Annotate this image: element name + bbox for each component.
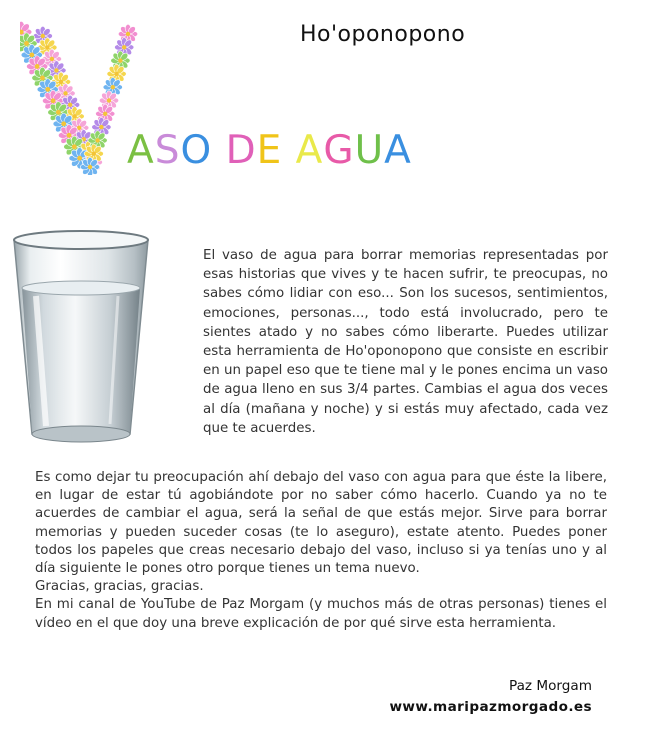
flower-icon bbox=[80, 157, 99, 175]
title-letter: A bbox=[127, 128, 155, 173]
title-letter: U bbox=[354, 128, 385, 173]
title-letter: D bbox=[225, 128, 257, 173]
title-letter bbox=[212, 128, 225, 174]
page-title bbox=[127, 128, 412, 174]
title-letter: O bbox=[180, 128, 213, 173]
flower-letter-v bbox=[20, 20, 140, 175]
author-name: Paz Morgam bbox=[509, 678, 592, 694]
signature bbox=[380, 676, 592, 718]
title-letter: G bbox=[323, 128, 355, 173]
explanation-text bbox=[35, 469, 607, 633]
page-subtitle: Ho'oponopono bbox=[300, 22, 466, 47]
youtube-paragraph: En mi canal de YouTube de Paz Morgam (y muchos más de otras personas) tienes el vídeo en el que doy una breve explicación de por qué sirve esta herramienta. bbox=[35, 597, 607, 631]
gratitude-line: Gracias, gracias, gracias. bbox=[35, 579, 204, 595]
intro-paragraph: El vaso de agua para borrar memorias representadas por esas historias que vives y te hacen sufrir, te preocupas, no sabes cómo lidiar con eso... Son los sucesos, sentimientos, emociones, personas..., todo está involucrado, pero te sientes atado y no sabes cómo liberarte. Puedes utilizar esta herramienta de Ho'oponopono que consiste en escribir en un papel eso que te tiene mal y le pones encima un vaso de agua lleno en sus 3/4 partes. Cambias el agua dos veces al día (mañana y noche) y si estás muy afectado, cada vez que te acuerdes. bbox=[203, 248, 608, 436]
water-glass-image bbox=[6, 226, 156, 448]
title-letter: E bbox=[256, 128, 283, 173]
website-link[interactable]: www.maripazmorgado.es bbox=[389, 699, 592, 715]
title-letter: S bbox=[154, 128, 181, 173]
explanation-paragraph: Es como dejar tu preocupación ahí debajo del vaso con agua para que éste la libere, en lugar de estar tú agobiándote por no saber cómo hacerlo. Cuando ya no te acuerdes de cambiar el agua, será la señal de que estás mejor. Sirve para borrar memorias y pueden suceder cosas (te lo aseguro), estate atento. Puedes poner todos los papeles que creas necesario debajo del vaso, incluso si ya tenías uno y al día siguiente le pones otro porque tienes un tema nuevo. bbox=[35, 470, 607, 577]
title-letter: A bbox=[295, 128, 324, 173]
title-letter bbox=[282, 128, 295, 174]
title-letter: A bbox=[384, 128, 412, 173]
